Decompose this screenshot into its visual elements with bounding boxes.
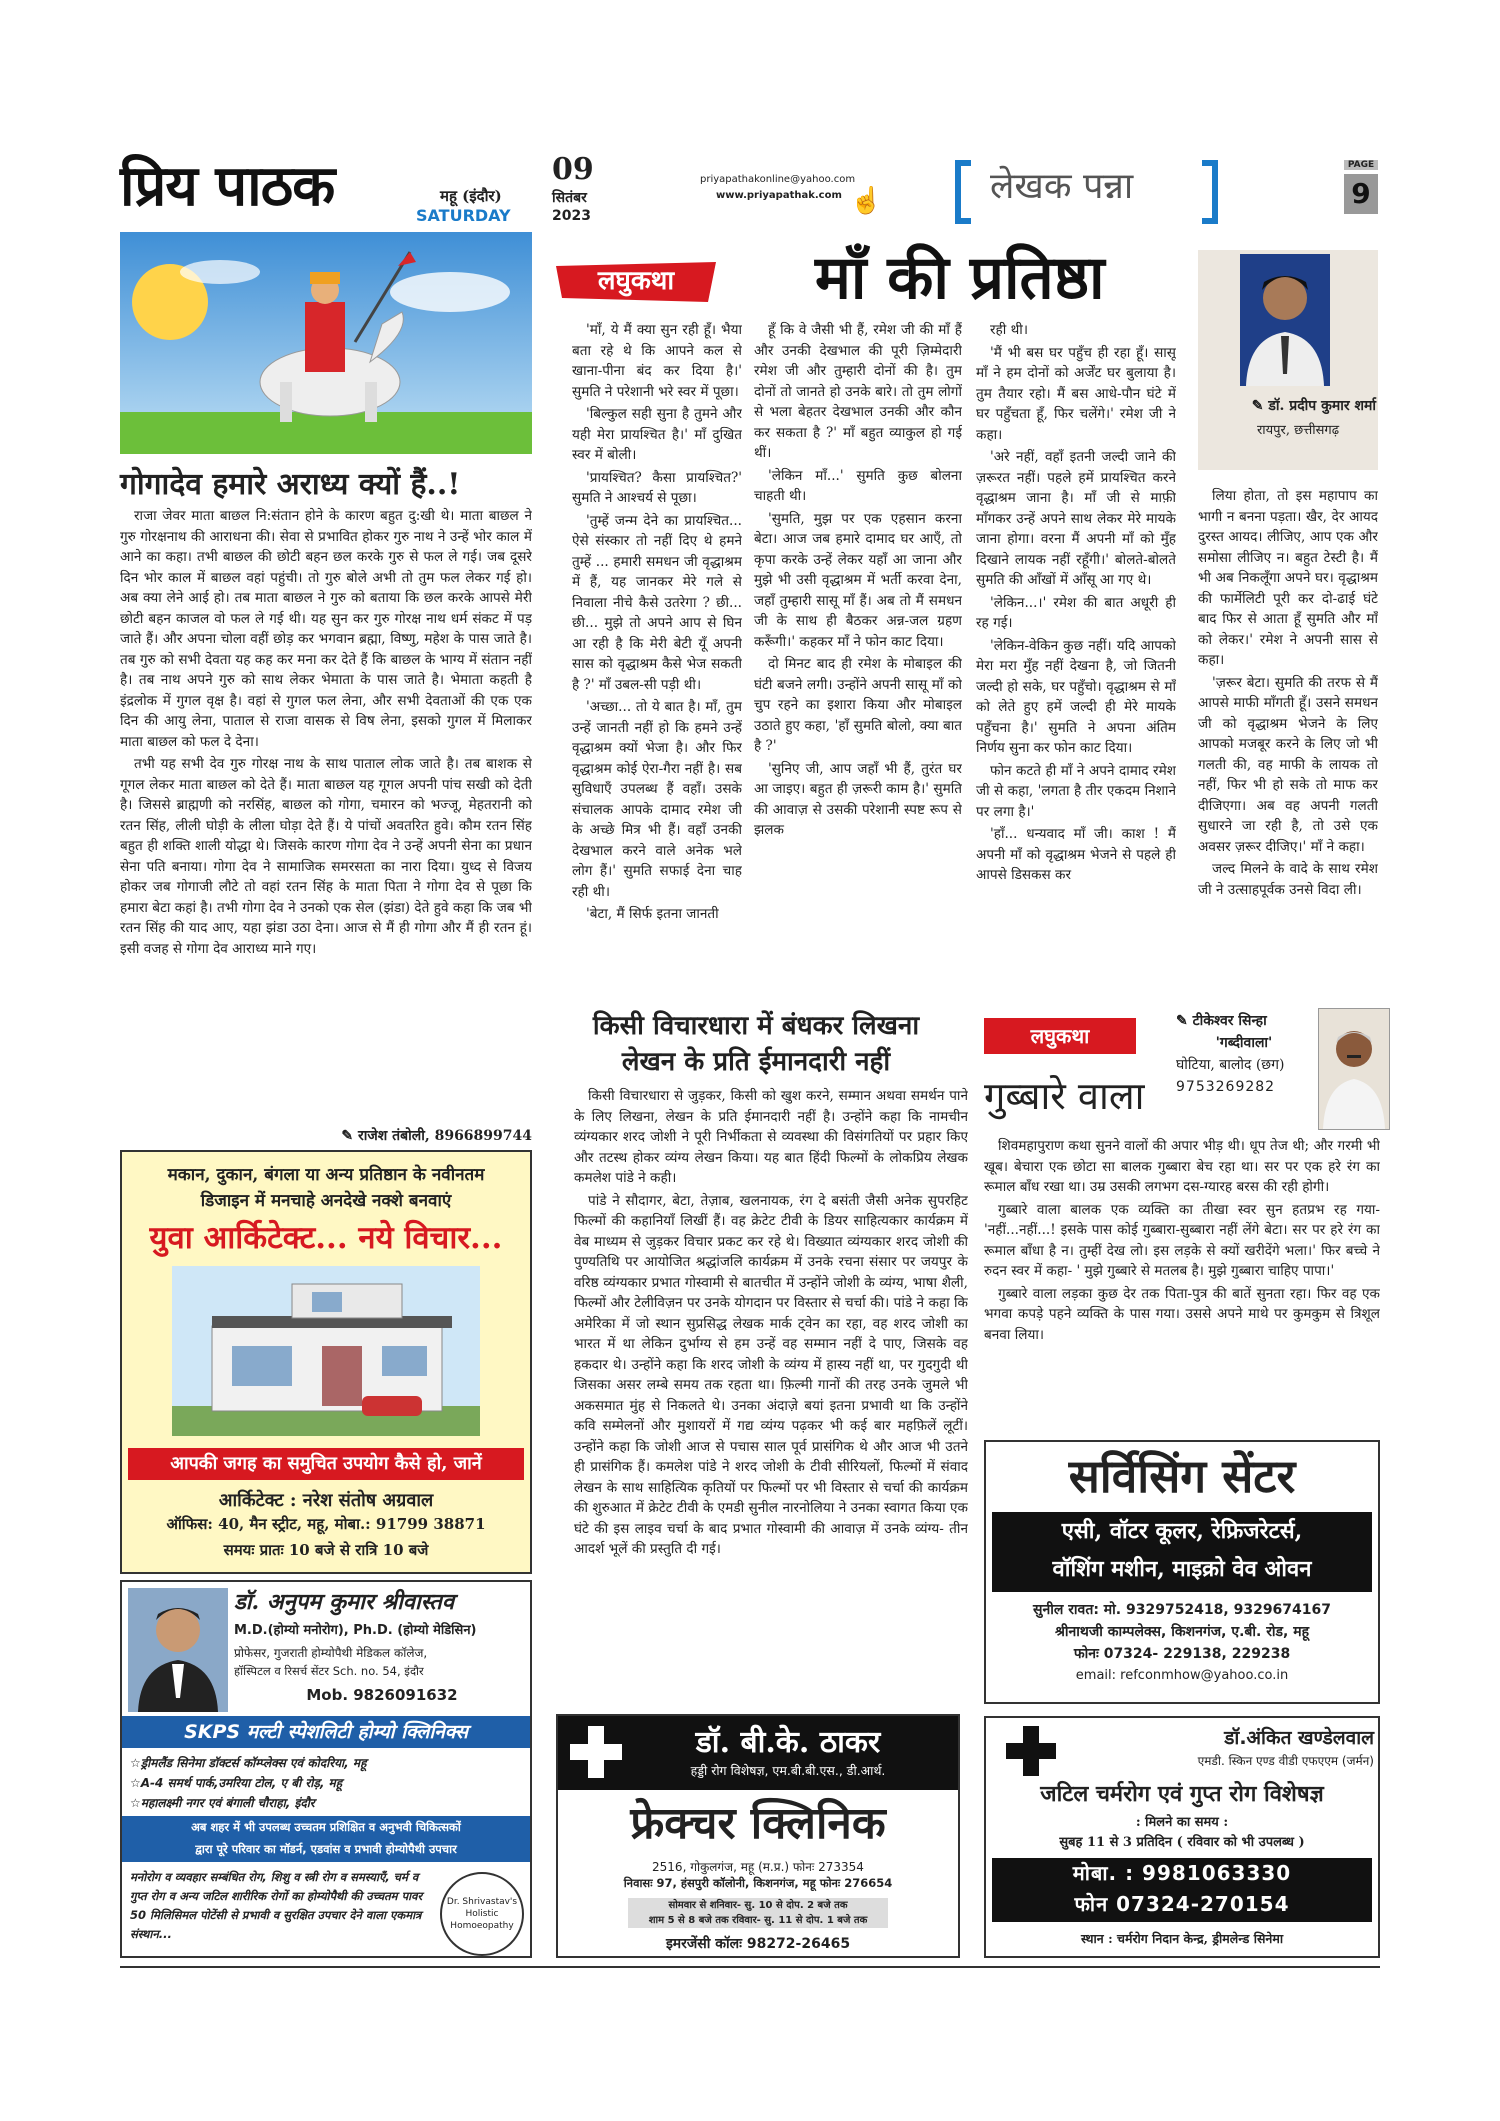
story2-author-phone: 9753269282 <box>1176 1079 1276 1095</box>
story1-paragraph: 'बेटा, मैं सिर्फ इतना जानती <box>586 906 719 922</box>
skin-degree: एमडी. स्किन एण्ड वीडी एफएएम (जर्मन) <box>1197 1754 1374 1768</box>
story1-author-box <box>1198 250 1378 470</box>
homeo-address-2: ☆A-4 समर्थ पार्क,उमरिया टोल, ए बी रोड़, महू <box>130 1776 343 1790</box>
fracture-emergency: इमरजेंसी कॉलः 98272-26465 <box>665 1936 851 1952</box>
cursor-hand-icon: ☝ <box>850 186 883 216</box>
story1-col-1 <box>572 320 742 998</box>
date-month: सितंबर <box>552 190 587 206</box>
servicing-contact: सुनील रावत: मो. 9329752418, 9329674167 <box>1032 1602 1332 1618</box>
servicing-address: श्रीनाथजी काम्पलेक्स, किशनगंज, ए.बी. रोड, महू <box>1054 1624 1310 1640</box>
website-link[interactable]: www.priyapathak.com <box>716 190 842 201</box>
story1-paragraph: हूँ कि वे जैसी भी हैं, रमेश जी की माँ हैं और उनकी देखभाल की पूरी ज़िम्मेदारी रमेश जी और तुम्हारी दोनों की है। तुम दोनों तो जानते हो उनके बारे। तो तुम लोगों से भला बेहतर देखभाल उनकी और कौन कर सकता है ?' माँ बहुत व्याकुल हो गई थीं। <box>754 322 962 461</box>
fracture-timing-2: शाम 5 से 8 बजे तक रविवार- सु. 11 से दोप. 1 बजे तक <box>648 1915 868 1926</box>
edition-city: महू (इंदौर) <box>440 187 502 205</box>
homeo-line2: हॉस्पिटल व रिसर्च सेंटर Sch. no. 54, इंदौर <box>234 1664 424 1678</box>
servicing-line2: वॉशिंग मशीन, माइक्रो वेव ओवन <box>1052 1556 1312 1582</box>
story1-paragraph: 'हाँ... धन्यवाद माँ जी। काश ! मैं अपनी माँ को वृद्धाश्रम भेजने से पहले ही आपसे डिसकस कर <box>976 826 1176 883</box>
story2-author-text: टीकेश्वर सिन्हा <box>1192 1013 1267 1029</box>
fracture-doctor-name: डॉ. बी.के. ठाकर <box>695 1725 881 1760</box>
story1-col-3 <box>976 320 1176 998</box>
servicing-ad <box>984 1440 1380 1704</box>
email-link[interactable]: priyapathakonline@yahoo.com <box>700 174 856 185</box>
story1-col-4 <box>1198 486 1378 1000</box>
homeo-ad <box>120 1580 532 1958</box>
homeo-address-3: ☆महालक्ष्मी नगर एवं बंगाली चौराहा, इंदौर <box>130 1796 315 1810</box>
medical-cross-icon <box>570 1726 622 1778</box>
story1-paragraph: 'लेकिन माँ...' सुमति कुछ बोलना चाहती थी। <box>754 467 962 504</box>
homeo-seal-text: Dr. Shrivastav's Holistic Homoeopathy <box>446 1897 518 1931</box>
story1-title: माँ की प्रतिष्ठा <box>815 243 1105 313</box>
fracture-address: 2516, गोकुलगंज, महू (म.प्र.) फोनः 273354 <box>652 1860 864 1874</box>
story1-paragraph: 'तुम्हें जन्म देने का प्रायश्चित... ऐसे संस्कार तो नहीं दिए थे हमने तुम्हें ... हमारी समधन जी वृद्धाश्रम में हैं, यह जानकर मेरे गले से निवाला नीचे कैसे उतरेगा ? छी... छी... मुझे तो अपने आप से घिन आ रही है कि मेरी बेटी यूँ अपनी सास को वृद्धाश्रम कैसे भेज सकती है ?' माँ उबल-सी पड़ी थी। <box>572 512 742 693</box>
gogadev-illustration <box>120 232 532 454</box>
architect-ad-line1: मकान, दुकान, बंगला या अन्य प्रतिष्ठान के नवीनतम <box>167 1165 485 1185</box>
story2-tag: लघुकथा <box>984 1018 1136 1054</box>
story1-col-2 <box>754 320 962 998</box>
fracture-timing <box>628 1898 888 1928</box>
gogadev-title: गोगादेव हमारे अराध्य क्यों हैं..! <box>120 467 461 502</box>
story1-tag <box>556 262 716 302</box>
architect-ad-address: ऑफिस: 40, मैन स्ट्रीट, महू, मोबा.: 91799 38871 <box>166 1515 486 1533</box>
section-bracket-right <box>1202 160 1218 224</box>
homeo-seal <box>440 1872 524 1956</box>
story2-body <box>984 1136 1380 1408</box>
story1-paragraph: 'सुनिए जी, आप जहाँ भी हैं, तुरंत घर आ जाइए। बहुत ही ज़रूरी काम है।' सुमति की आवाज़ से उसकी परेशानी स्पष्ट रूप से झलक <box>754 760 962 838</box>
story1-tag-text: लघुकथा <box>597 266 675 296</box>
skin-contact <box>992 1858 1372 1922</box>
pen-icon: ✎ <box>1251 398 1264 414</box>
skin-timing-label: : मिलने का समय : <box>1135 1815 1229 1830</box>
architect-ad-line2: डिजाइन में मनचाहे अनदेखे नक्शे बनवाएं <box>200 1191 452 1211</box>
skin-headline: जटिल चर्मरोग एवं गुप्त रोग विशेषज्ञ <box>1040 1781 1324 1807</box>
story1-author-text: डॉ. प्रदीप कुमार शर्मा <box>1268 398 1376 414</box>
story1-paragraph: दो मिनट बाद ही रमेश के मोबाइल की घंटी बजने लगी। उन्होंने अपनी सासू माँ को चुप रहने का इशारा किया और मोबाइल उठाते हुए कहा, 'हाँ सुमति बोलो, क्या बात है ?' <box>754 656 962 754</box>
story1-paragraph: जल्द मिलने के वादे के साथ रमेश जी ने उत्साहपूर्वक उनसे विदा ली। <box>1198 861 1378 898</box>
homeo-degree: M.D.(होम्यो मनोरोग), Ph.D. (होम्यो मेडिसिन) <box>234 1623 477 1638</box>
servicing-title: सर्विसिंग सेंटर <box>1068 1449 1296 1503</box>
story1-paragraph: लिया होता, तो इस महापाप का भागी न बनना पड़ता। खैर, देर आयद दुरस्त आयद। लीजिए, आप एक और समोसा लीजिए न। बहुत टेस्टी है। मैं भी अब निकलूँगा अपने घर। वृद्धाश्रम की फार्मेलिटी पूरी कर दो-ढाई घंटे बाद फिर से आता हूँ सुमति और माँ को लेकर।' रमेश ने अपनी सास से कहा। <box>1198 488 1378 668</box>
skin-ad <box>984 1716 1380 1958</box>
medical-cross-icon <box>1006 1726 1056 1776</box>
architect-ad-headline: युवा आर्किटेक्ट... नये विचार... <box>149 1220 503 1256</box>
story1-paragraph: 'अच्छा... तो ये बात है। माँ, तुम उन्हें जानती नहीं हो कि हमने उन्हें वृद्धाश्रम क्यों भेजा है। और फिर वृद्धाश्रम कोई ऐरा-गैरा नहीं है। सब सुविधाएँ उपलब्ध हैं वहाँ। उसके संचालक आपके दामाद रमेश जी के अच्छे मित्र भी हैं। वहाँ उनकी देखभाल करने वाले अनेक भले लोग हैं।' सुमति सफाई देना चाह रही थी। <box>572 699 742 900</box>
fracture-timing-1: सोमवार से शनिवार- सु. 10 से दोप. 2 बजे तक <box>668 1900 848 1911</box>
servicing-email[interactable]: email: refconmhow@yahoo.co.in <box>1075 1668 1289 1683</box>
architect-ad-name: आर्किटेक्ट : नरेश संतोष अग्रवाल <box>218 1490 434 1511</box>
story2-paragraph: गुब्बारे वाला लड़का कुछ देर तक पिता-पुत्र की बातें सुनता रहा। फिर वह एक भगवा कपड़े पहने व्यक्ति के पास गया। उससे अपने माथे पर कुमकुम से त्रिशूल बनवा लिया। <box>984 1285 1380 1343</box>
article-title-2: लेखन के प्रति ईमानदारी नहीं <box>621 1047 891 1077</box>
fracture-header <box>558 1716 958 1790</box>
date-day: 09 <box>552 152 594 187</box>
masthead <box>120 150 1380 230</box>
fracture-residence: निवासः 97, हंसपुरी कॉलोनी, किशनगंज, महू फोनः 276654 <box>623 1876 893 1890</box>
servicing-line1: एसी, वॉटर कूलर, रेफ्रिजरेटर्स, <box>1061 1518 1303 1544</box>
homeo-note <box>122 1816 530 1862</box>
homeo-doctor-name: डॉ. अनुपम कुमार श्रीवास्तव <box>234 1589 455 1615</box>
gogadev-paragraph: तभी यह सभी देव गुरु गोरक्ष नाथ के साथ पाताल लोक जाते है। तब बाशक से गूगल लेकर माता बाछल को देते हैं। माता बाछल यह गूगल अपनी पांच सखी को देती है। जिससे ब्राह्मणी को नरसिंह, बाछल को गोगा, चमारन को भज्जू, मेहतरानी को रतन सिंह, लीली घोड़ी के लीला घोड़ा देते हैं। ये पांचों अवतरित हुवे। कौम रतन सिंह बहुत ही शक्ति शाली योद्धा थे। जिसके कारण गोगा देव ने उन्हें अपनी सेना का प्रधान सेना पति बनाया। गोगा देव ने सामाजिक समरसता का नारा दिया। युध्द से विजय होकर जब गोगाजी लौटे तो वहां रतन सिंह के माता पिता ने गोगा देव से पूछा कि हमारा बेटा कहां है। तभी गोगा देव ने उनको एक सेल (झंडा) देते हुवे कहा कि जब भी रतन सिंह की याद आए, यहा झंडा उठा देना। आज से मैं ही गोगा और मैं ही रतन हूं। इसी वजह से गोगा देव आराध्य माने गए। <box>120 756 532 957</box>
story1-paragraph: 'ज़रूर बेटा। सुमति की तरफ से मैं आपसे माफी माँगती हूँ। उसने समधन जी को वृद्धाश्रम भेजने के लिए आपको मजबूर करने के लिए जो भी गलती की, वह माफी के लायक तो नहीं, फिर भी हो सके तो माफ कर दीजिएगा। अब वह अपनी गलती सुधारने जा रही है, तो उसे एक अवसर ज़रूर दीजिए।' माँ ने कहा। <box>1198 674 1378 855</box>
skin-location: स्थान : चर्मरोग निदान केन्द्र, ड्रीमलेन्ड सिनेमा <box>1080 1931 1284 1946</box>
page-number: 9 <box>1344 174 1378 214</box>
paper-name: प्रिय पाठक <box>120 153 335 219</box>
skin-doctor-name: डॉ.अंकित खण्डेलवाल <box>1224 1727 1374 1749</box>
article-body <box>574 1086 968 1702</box>
homeo-line1: प्रोफेसर, गुजराती होम्योपैथी मेडिकल कॉलेज, <box>234 1646 428 1660</box>
fracture-clinic: फ्रेक्चर क्लिनिक <box>630 1798 886 1849</box>
homeo-clinic: SKPS मल्टी स्पेशलिटी होम्यो क्लिनिक्स <box>122 1716 530 1748</box>
edition-day: SATURDAY <box>416 206 511 225</box>
doctor-photo <box>128 1588 228 1712</box>
story1-paragraph: 'सुमति, मुझ पर एक एहसान करना बेटा। आज जब हमारे दामाद घर आएँ, तो कृपा करके उन्हें लेकर यहाँ आ जाना और मुझे भी उसी वृद्धाश्रम में भर्ती करवा देना, जहाँ तुम्हारी सासू माँ हैं। अब तो मैं समधन जी के साथ ही बैठकर अन्न-जल ग्रहण करूँगी।' कहकर माँ ने फोन काट दिया। <box>754 510 962 650</box>
gogadev-paragraph: राजा जेवर माता बाछल नि:संतान होने के कारण बहुत दु:खी थे। माता बाछल ने गुरु गोरक्षनाथ की आराधना की। सेवा से प्रभावित होकर गुरु नाथ ने उन्हें भोर काल में आने का कहा। तभी बाछल की छोटी बहन छल करके गुरु से फल ले गई। जब दूसरे दिन भोर काल में बाछल वहां पहुंची। तो गुरु बोले अभी तो तुम फल लेकर गई हो। अब क्या लेने आई हो। तब माता बाछल ने गुरु को बताया कि छल करके आपसे मेरी छोटी बहन काजल वो फल ले गई थी। यह सुन कर गुरु गोरक्ष नाथ धर्म संकट में पड़ जाते हैं। और अपना चोला वहीं छोड़ कर भगवान ब्रह्मा, विष्णु, महेश के पास जाते है। तब गुरु को सभी देवता यह कह कर मना कर देते हैं कि बाछल के भाग्य में संतान नहीं है। तब नाथ अपने गुरु को साथ लेकर भेमाता के पास जाते है। भेमाता कहती है इंद्रलोक में गुगल वृक्ष है। वहां से गुगल फल लेना, और सभी देवताओं की एक एक दिन की आयु लेना, पाताल से राजा वासक से विष लेना, इसको गुगल में मिलाकर माता बाछल को फल दे देना। <box>120 508 532 750</box>
gogadev-author-text: राजेश तंबोली, 8966899744 <box>357 1128 532 1144</box>
story2-author-photo <box>1318 1008 1390 1130</box>
skin-timing: सुबह 11 से 3 प्रतिदिन ( रविवार को भी उपलब्ध ) <box>1059 1835 1305 1850</box>
story1-paragraph: 'बिल्कुल सही सुना है तुमने और यही मेरा प्रायश्चित है।' माँ दुखित स्वर में बोली। <box>572 406 742 463</box>
story1-paragraph: 'मैं भी बस घर पहुँच ही रहा हूँ। सासू माँ ने हम दोनों को अर्जेंट घर बुलाया है। तुम तैयार रहो। मैं बस आधे-पौन घंटे में घर पहुँचता हूँ, फिर चलेंगे।' रमेश जी ने कहा। <box>976 344 1176 443</box>
architect-ad-banner: आपकी जगह का समुचित उपयोग कैसे हो, जानें <box>128 1448 524 1480</box>
story2-title: गुब्बारे वाला <box>984 1074 1145 1118</box>
story1-paragraph: 'प्रायश्चित? कैसा प्रायश्चित?' सुमति ने आश्चर्य से पूछा। <box>572 469 742 506</box>
article-title-1: किसी विचारधारा में बंधकर लिखना <box>592 1011 920 1041</box>
homeo-address-1: ☆ड्रीमलैंड सिनेमा डॉक्टर्स कॉम्प्लेक्स एवं कोदरिया, महू <box>130 1756 367 1770</box>
bottom-rule <box>120 1966 1380 1968</box>
section-title: लेखक पन्ना <box>990 166 1134 207</box>
servicing-items <box>992 1512 1372 1592</box>
homeo-description: मनोरोग व व्यवहार सम्बंधित रोग, शिशु व स्त्री रोग व समस्याएँ, चर्म व गुप्त रोग व अन्य जटिल शारीरिक रोगों का होम्योपैथी की उच्चतम पावर 50 मिलिसिमल पोटेंसी से प्रभावी व सुरक्षित उपचार देने वाला एकमात्र संस्थान... <box>130 1870 423 1941</box>
homeo-note-2: द्वारा पूरे परिवार का मॉडर्न, एडवांस व प्रभावी होम्योपैथी उपचार <box>195 1842 457 1856</box>
homeo-mobile: Mob. 9826091632 <box>306 1686 458 1704</box>
section-bracket-left <box>955 160 971 224</box>
story2-author-info <box>1176 1010 1312 1098</box>
architect-ad-timing: समयः प्रातः 10 बजे से रात्रि 10 बजे <box>223 1541 429 1559</box>
pen-icon: ✎ <box>1176 1013 1188 1029</box>
homeo-note-1: अब शहर में भी उपलब्ध उच्चतम प्रशिक्षित व अनुभवी चिकित्सकों <box>191 1820 461 1834</box>
story2-author-alias: 'गब्दीवाला' <box>1215 1035 1273 1051</box>
story1-paragraph: 'लेकिन...।' रमेश की बात अधूरी ही रह गई। <box>976 594 1176 631</box>
story1-paragraph: रही थी। <box>990 322 1028 338</box>
skin-mobile: मोबा. : 9981063330 <box>1072 1861 1292 1885</box>
article-paragraph: किसी विचारधारा से जुड़कर, किसी को खुश करने, सम्मान अथवा समर्थन पाने के लिए लिखना, लेखन के प्रति ईमानदारी नहीं है। उन्होंने कहा कि नामचीन व्यंग्यकार शरद जोशी ने पूरी निर्भीकता से व्यवस्था की विसंगतियों पर प्रहार किए और तटस्थ होकर व्यंग्य लेखन किया। यह बात हिंदी फिल्मों के लोकप्रिय लेखक कमलेश पांडे ने कही। <box>574 1088 968 1186</box>
architect-ad <box>120 1150 532 1574</box>
story2-paragraph: शिवमहापुराण कथा सुनने वालों की अपार भीड़ थी। धूप तेज थी; और गरमी भी खूब। बेचारा एक छोटा सा बालक गुब्बारा बेच रहा था। सर पर एक हरे रंग का रूमाल बाँध रखा था। उम्र उसकी लगभग दस-ग्यारह बरस की रही होगी। <box>984 1138 1380 1195</box>
story1-paragraph: 'माँ, ये मैं क्या सुन रही हूँ। भैया बता रहे थे कि आपने कल से खाना-पीना बंद कर दिया है।' सुमति ने परेशानी भरे स्वर में पूछा। <box>572 322 742 400</box>
fracture-sub: हड्डी रोग विशेषज्ञ, एम.बी.बी.एस., डी.आर्थ. <box>690 1763 886 1778</box>
skin-phone: फोन 07324-270154 <box>1074 1892 1290 1916</box>
story1-paragraph: 'लेकिन-वेकिन कुछ नहीं। यदि आपको मेरा मरा मुँह नहीं देखना है, जो जितनी जल्दी हो सके, घर पहुँचो। वृद्धाश्रम से माँ को लेते हुए हमें जल्दी ही मेरे मायके पहुँचना है।' सुमति ने अपना अंतिम निर्णय सुना कर फोन काट दिया। <box>976 637 1176 756</box>
story1-author-place: रायपुर, छत्तीसगढ़ <box>1256 423 1340 438</box>
date-year: 2023 <box>552 208 591 224</box>
servicing-phone: फोनः 07324- 229138, 229238 <box>1073 1646 1291 1662</box>
gogadev-body <box>120 506 532 1122</box>
fracture-ad <box>556 1714 960 1958</box>
house-image <box>172 1266 480 1436</box>
story2-paragraph: गुब्बारे वाला बालक एक व्यक्ति का तीखा स्वर सुन हतप्रभ रह गया- 'नहीं...नहीं...! इसके पास कोई गुब्बारा-सुब्बारा नहीं लेंगे बेटा। सर पर हरे रंग का रूमाल बाँधा है न। तुम्हीं देख लो। इस लड़के से क्यों खरीदेंगे भला।' फिर बच्चे ने रुदन स्वर में कहा- ' मुझे गुब्बारे से मतलब है। मुझे गुब्बारा चाहिए पापा।' <box>984 1201 1380 1279</box>
story1-paragraph: 'अरे नहीं, वहाँ इतनी जल्दी जाने की ज़रूरत नहीं। पहले हमें प्रायश्चित करने वृद्धाश्रम जाना है। माँ जी से माफ़ी माँगकर उन्हें अपने साथ लेकर मेरे मायके जाना होगा। वरना मैं अपनी माँ को मुँह दिखाने लायक नहीं रहूँगी।' बोलते-बोलते सुमति की आँखों में आँसू आ गए थे। <box>976 449 1176 588</box>
story2-author-place: घोटिया, बालोद (छग) <box>1176 1057 1285 1073</box>
story2-author-name <box>1176 1010 1312 1032</box>
pen-icon: ✎ <box>341 1128 354 1144</box>
gogadev-author <box>280 1126 532 1145</box>
story1-paragraph: फोन कटते ही माँ ने अपने दामाद रमेश जी से कहा, 'लगता है तीर एकदम निशाने पर लगा है।' <box>976 762 1176 820</box>
story1-author-name <box>1200 396 1376 415</box>
author-photo <box>1240 254 1330 386</box>
article-paragraph: पांडे ने सौदागर, बेटा, तेज़ाब, खलनायक, रंग दे बसंती जैसी अनेक सुपरहिट फिल्मों की कहानियाँ लिखीं हैं। वह क्रेटेट टीवी के डियर साहित्यकार कार्यक्रम में वेब माध्यम से जुड़कर विचार प्रकट कर रहे थे। विख्यात व्यंग्यकार शरद जोशी की पुण्यतिथि पर आयोजित श्रद्धांजलि कार्यक्रम में उनके रचना संसार पर जयपुर के वरिष्ठ व्यंग्यकार प्रभात गोस्वामी से बातचीत में उन्होंने जोशी के व्यंग्य, भाषा शैली, फिल्मों और टेलीविज़न पर उनके योगदान पर विस्तार से चर्चा की। पांडे ने कहा कि अमेरिका में जो स्थान सुप्रसिद्ध लेखक मार्क ट्वेन का रहा, वह शरद जोशी का भारत में था लेकिन दुर्भाग्य से हम उन्हें वह सम्मान नहीं दे पाए, जिसके वह हकदार थे। उन्होंने कहा कि शरद जोशी के व्यंग्य में हास्य नहीं था, पर गुदगुदी थी जिसका असर लम्बे समय तक रहता था। फ़िल्मी गानों की तरह उनके जुमले भी अकसमात मुंह से निकलते थे। उनका अंदाज़े बयां इतना प्रभावी था कि उन्होंने कवि सम्मेलनों और मुशायरों में गद्य व्यंग्य पढ़कर भी कई बार महफ़िलें लूटीं। उन्होंने कहा कि जोशी आज से पचास साल पूर्व प्रासंगिक थे और आज भी उतने ही प्रासंगिक हैं। कमलेश पांडे ने शरद जोशी के टीवी सीरियलों, फिल्मों में संवाद लेखन के साथ साहित्यिक कृतियों पर फिल्मों पर भी विस्तार से चर्चा की कार्यक्रम की शुरुआत में क्रेटेट टीवी के एमडी सुनील नारनोलिया ने उनका स्वागत किया एक घंटे की इस लाइव चर्चा के बाद प्रभात गोस्वामी की आवाज़ में उनके व्यंग्य- तीन आदर्श भूलें की प्रस्तुति दी गई। <box>574 1192 968 1557</box>
page-label: PAGE <box>1344 160 1378 170</box>
